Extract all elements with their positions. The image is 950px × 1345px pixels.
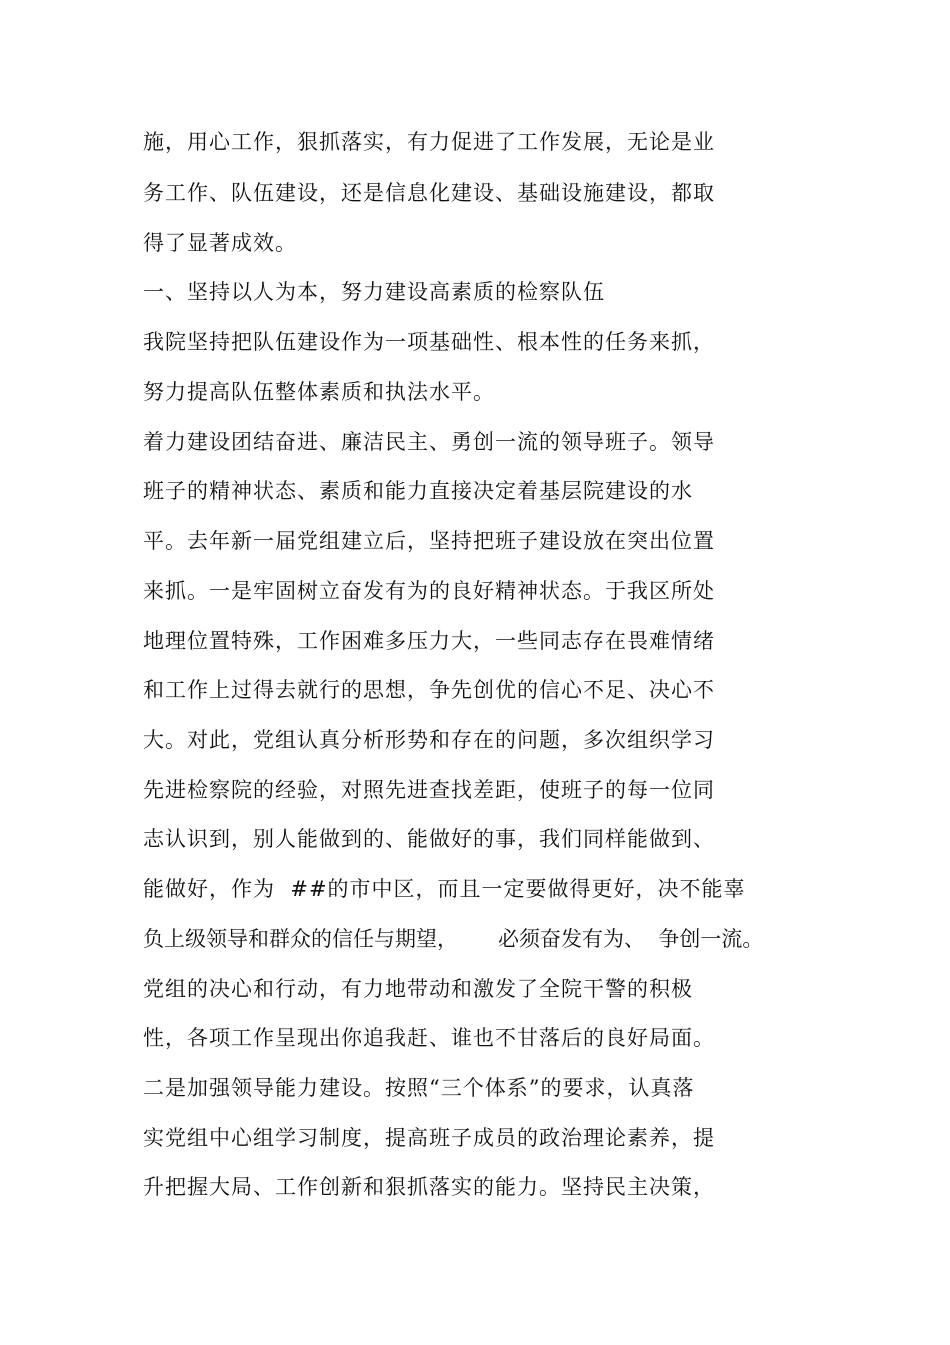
text-line: 地理位置特殊，工作困难多压力大，一些同志存在畏难情绪 [143,629,715,653]
text-line: 努力提高队伍整体素质和执法水平。 [143,380,495,404]
text-line: 大。对此，党组认真分析形势和存在的问题，多次组织学习 [143,728,715,752]
text-line: 和工作上过得去就行的思想，争先创优的信心不足、决心不 [143,678,715,702]
text-line: 得了显著成效。 [143,231,297,255]
text-line: 着力建设团结奋进、廉洁民主、勇创一流的领导班子。领导 [143,430,715,454]
text-line: 班子的精神状态、素质和能力直接决定着基层院建设的水 [143,479,693,503]
text-line: 务工作、队伍建设，还是信息化建设、基础设施建设，都取 [143,181,715,205]
text-line: 负上级领导和群众的信任与期望， 必须奋发有为、 争创一流。 [143,927,764,951]
text-line: 能做好，作为 ##的市中区，而且一定要做得更好，决不能辜 [143,877,746,901]
text-line: 施，用心工作，狠抓落实，有力促进了工作发展，无论是业 [143,130,715,154]
text-line: 来抓。一是牢固树立奋发有为的良好精神状态。于我区所处 [143,579,715,603]
text-line: 我院坚持把队伍建设作为一项基础性、根本性的任务来抓， [143,330,715,354]
text-line: 平。去年新一届党组建立后，坚持把班子建设放在突出位置 [143,529,715,553]
text-line: 实党组中心组学习制度，提高班子成员的政治理论素养，提 [143,1126,715,1150]
text-line: 志认识到，别人能做到的、能做好的事，我们同样能做到、 [143,827,715,851]
text-line: 性，各项工作呈现出你追我赶、谁也不甘落后的良好局面。 [143,1026,715,1050]
text-line: 党组的决心和行动，有力地带动和激发了全院干警的积极 [143,977,693,1001]
text-line: 升把握大局、工作创新和狠抓落实的能力。坚持民主决策， [143,1175,715,1199]
section-heading: 一、坚持以人为本，努力建设高素质的检察队伍 [143,280,605,304]
text-line: 二是加强领导能力建设。按照“三个体系”的要求，认真落 [143,1076,695,1100]
text-line: 先进检察院的经验，对照先进查找差距，使班子的每一位同 [143,778,715,802]
